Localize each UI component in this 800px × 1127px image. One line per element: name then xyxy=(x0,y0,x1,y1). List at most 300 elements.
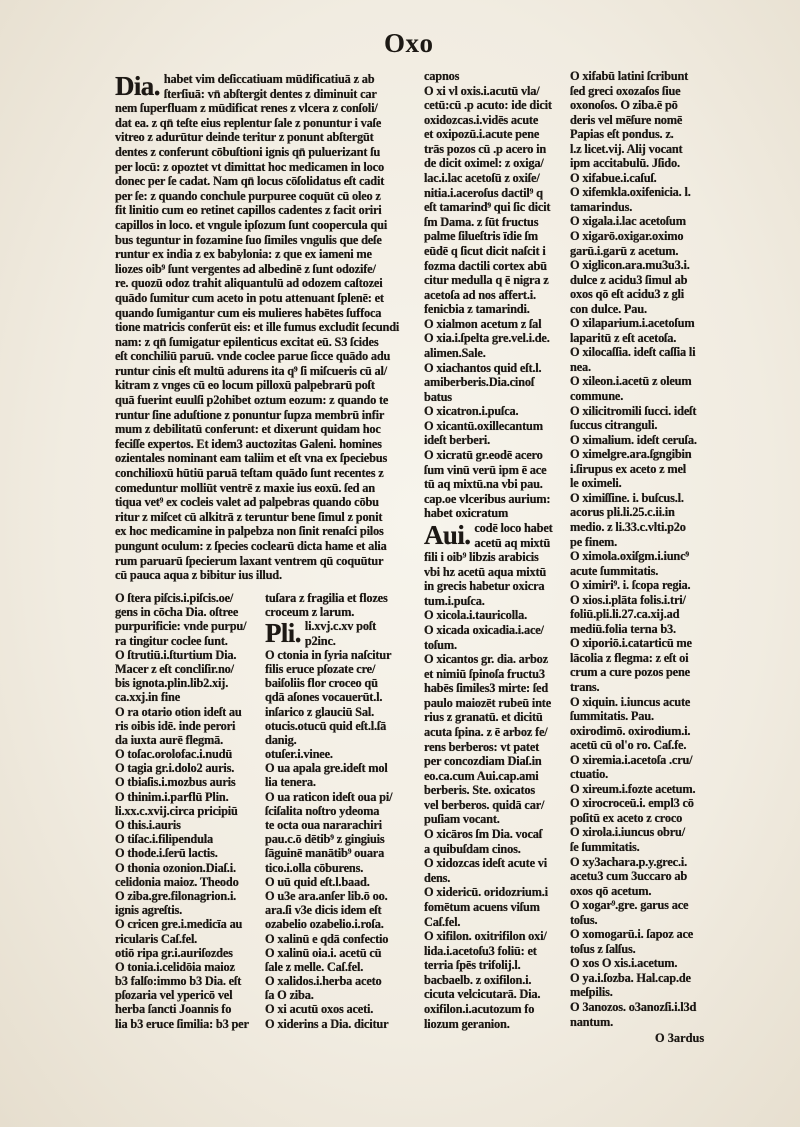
text-line xyxy=(570,796,720,811)
text-line xyxy=(570,927,720,942)
text-line-content: vbi hz acetū aqua mixtū xyxy=(424,564,547,579)
text-line xyxy=(424,725,566,740)
column-middle xyxy=(424,69,566,1031)
text-line xyxy=(570,69,720,84)
text-line-content: O 3anozos. o3anozſi.i.l3d xyxy=(570,1000,697,1014)
text-line-content: habēs ſimiles3 mirte: ſed xyxy=(424,681,549,696)
text-line-content: gens in cōcha Dia. oſtree xyxy=(115,605,239,620)
text-line-content: otuſer.i.vinee. xyxy=(265,747,333,762)
text-line xyxy=(570,971,720,986)
text-line-content: acetū cū ol'o ro. Caſ.fe. xyxy=(570,738,687,753)
text-line xyxy=(265,946,415,960)
text-line xyxy=(115,408,413,423)
text-line-content: O xiquin. i.iuncus acute xyxy=(570,694,691,709)
text-line xyxy=(424,492,566,507)
text-line-content: O xiremia.i.acetoſa .cru/ xyxy=(570,752,693,767)
text-line xyxy=(115,174,413,189)
text-line xyxy=(115,648,261,662)
text-line-content: O ctonia in ſyria naſcitur xyxy=(265,647,392,662)
text-line-content: crum a cure pozos pene xyxy=(570,665,690,680)
text-line xyxy=(424,171,566,186)
text-line-content: ex hoc medicamine in palpebza non ſinit renaſci pilos xyxy=(115,524,384,539)
text-line-content: tuſara z fragilia et flozes xyxy=(265,591,388,605)
text-line-content: tū aq mixtū.na vbi pau. xyxy=(424,477,543,492)
text-line xyxy=(570,447,720,462)
text-line-content: pungunt oculum: z ſpecies coclearū dicta hame et alia xyxy=(115,539,387,553)
text-line xyxy=(115,662,261,676)
text-line-content: nitia.i.aceroſus dactil⁹ q xyxy=(424,185,543,200)
text-line xyxy=(570,171,720,186)
text-line-content: oxos qō acetum. xyxy=(570,883,652,898)
text-line-content: O xicāros ſm Dia. vocaſ xyxy=(424,827,543,842)
text-line-content: O ua apala gre.ideſt mol xyxy=(265,761,388,776)
text-line-content: poſitū ex aceto z croco xyxy=(570,810,683,825)
text-line-content: O xirocroceū.i. empl3 cō xyxy=(570,796,694,811)
text-line-content: ipm accitabulū. Jſido. xyxy=(570,156,680,171)
text-line xyxy=(424,900,566,915)
text-line xyxy=(424,288,566,303)
text-line xyxy=(115,719,261,733)
text-line xyxy=(115,619,261,633)
text-line-content: trās pozos cū .p acero in xyxy=(424,141,547,156)
text-line xyxy=(424,958,566,973)
text-line xyxy=(570,156,720,171)
text-line-content: cetū:cū .p acuto: ide dicit xyxy=(424,98,552,113)
text-line-content: con dulce. Pau. xyxy=(570,301,647,316)
text-line xyxy=(570,825,720,840)
text-line-content: O xigarō.oxigar.oximo xyxy=(570,229,684,244)
text-line xyxy=(265,690,415,704)
text-line xyxy=(115,690,261,704)
text-line xyxy=(424,579,566,594)
text-line-content: O toſac.orolofac.i.nudū xyxy=(115,747,233,762)
text-line-content: capnos xyxy=(424,69,460,83)
text-line-content: capillos in loco. et vngule ipſozum ſunt coopercula qui xyxy=(115,217,388,232)
text-line xyxy=(265,974,415,988)
text-line-content: quando ſumigantur cum eis mulieres habētes ſuffoca xyxy=(115,305,382,320)
text-line-content: O xi vl oxis.i.acutū vla/ xyxy=(424,83,540,98)
text-line xyxy=(265,1017,415,1031)
text-line xyxy=(115,705,261,719)
text-line-content: O xomogarū.i. ſapoz ace xyxy=(570,927,694,942)
initial-capital: Aui. xyxy=(424,519,471,550)
text-line-content: foliū.pli.li.27.ca.xij.ad xyxy=(570,607,680,622)
text-line xyxy=(115,291,413,306)
text-line-content: nantum. xyxy=(570,1014,614,1029)
text-line xyxy=(424,229,566,244)
text-line-content: de dicit oximel: z oxiga/ xyxy=(424,156,544,171)
text-line-content: quādo ſumitur cum aceto in potu attenuant ſplenē: et xyxy=(115,290,384,305)
text-line xyxy=(305,634,415,648)
text-line-content: tico.i.olla cōburens. xyxy=(265,860,364,875)
text-line-content: O xigala.i.lac acetoſum xyxy=(570,214,686,229)
text-line xyxy=(115,988,261,1002)
text-line xyxy=(570,782,720,797)
text-line xyxy=(265,818,415,832)
text-line xyxy=(424,550,566,565)
text-line-content: O tiſac.i.filipendula xyxy=(115,832,214,847)
text-line xyxy=(570,665,720,680)
text-line xyxy=(570,913,720,928)
text-line xyxy=(570,418,720,433)
text-line xyxy=(570,287,720,302)
text-line-content: acetoſa ad nos affert.i. xyxy=(424,287,536,302)
text-line-content: conchilioxū hūtiū paruā teſtam quādo ſunt recentes z xyxy=(115,466,384,481)
text-line-content: lācolia z flegma: z eſt oi xyxy=(570,650,689,665)
text-line-content: acuta ſpina. z ē arboz fe/ xyxy=(424,725,548,740)
text-line xyxy=(115,451,413,466)
text-line-content: l.z licet.vij. Alij vocant xyxy=(570,141,683,156)
text-line xyxy=(424,98,566,113)
text-line-content: deris vel mēſure nomē xyxy=(570,112,683,127)
text-line-content: acetū aq mixtū xyxy=(474,535,551,550)
text-line xyxy=(265,932,415,946)
text-line-content: O ſtera piſcis.i.piſcis.oe/ xyxy=(115,591,234,605)
text-line-content: O xileon.i.acetū z oleum xyxy=(570,374,692,389)
text-line-content: O xidozcas ideſt acute vi xyxy=(424,856,548,871)
text-line xyxy=(115,481,413,496)
text-line-content: O xidericū. oridozrium.i xyxy=(424,885,548,900)
text-line xyxy=(424,798,566,813)
text-line xyxy=(424,156,566,171)
text-line xyxy=(424,754,566,769)
text-line-content: O xiglicon.ara.mu3u3.i. xyxy=(570,258,690,273)
text-line-content: ſummitatis. Pau. xyxy=(570,709,654,724)
text-line xyxy=(570,869,720,884)
text-line-content: palme ſilueſtris īdie ſm xyxy=(424,229,538,244)
initial-capital-lines xyxy=(164,72,413,101)
text-line-content: O tonia.i.celidōia maioz xyxy=(115,959,235,974)
text-line xyxy=(424,1017,566,1032)
text-line xyxy=(424,929,566,944)
text-line xyxy=(115,349,413,364)
text-line-content: vitreo z adurūtur deinde teritur z ponunt abſtergūt xyxy=(115,130,374,145)
text-line xyxy=(115,747,261,761)
text-line-content: O xifabue.i.caſuſ. xyxy=(570,170,657,185)
text-line xyxy=(424,987,566,1002)
text-line-content: in grecis habetur oxicra xyxy=(424,579,545,594)
text-line xyxy=(115,846,261,860)
text-line-content: inſarico z glauciū Sal. xyxy=(265,704,374,719)
text-line-content: habet vim deſiccatiuam mūdificatiuā z ab xyxy=(163,72,375,86)
text-line xyxy=(424,652,566,667)
text-line xyxy=(424,856,566,871)
text-line-content: ſale z melle. Caſ.fel. xyxy=(265,959,364,974)
text-line xyxy=(570,433,720,448)
text-line xyxy=(265,804,415,818)
text-line xyxy=(424,448,566,463)
text-line xyxy=(115,1017,261,1031)
text-line-content: eo.ca.cum Aui.cap.ami xyxy=(424,768,539,783)
catchword: O 3ardus xyxy=(655,1031,705,1045)
text-line xyxy=(164,87,413,102)
column-right xyxy=(570,69,720,1029)
text-line-content: lia tenera. xyxy=(265,775,316,790)
text-line xyxy=(265,747,415,761)
text-line xyxy=(115,818,261,832)
text-line-content: tione matricis conferūt eis: et ille fumus excludit ſecundi xyxy=(115,320,400,335)
text-line xyxy=(424,915,566,930)
text-line-content: rius z granatū. et dicitū xyxy=(424,710,543,725)
text-line-content: ſa O ziba. xyxy=(265,988,314,1003)
text-line xyxy=(265,861,415,875)
column-left-top xyxy=(115,72,413,583)
text-line xyxy=(424,696,566,711)
text-line xyxy=(424,681,566,696)
text-line-content: dulce z acidu3 ſimul ab xyxy=(570,272,688,287)
text-line xyxy=(424,317,566,332)
text-line xyxy=(115,189,413,204)
text-line-content: O ya.i.ſozba. Hal.cap.de xyxy=(570,970,691,985)
text-line-content: toſus. xyxy=(570,912,598,927)
text-line-content: O xiachantos quid eſt.l. xyxy=(424,360,542,375)
text-line-content: purpurificie: vnde purpu/ xyxy=(115,619,247,634)
text-line-content: lia b3 eruce ſimilia: b3 per xyxy=(115,1016,249,1031)
text-line xyxy=(424,594,566,609)
text-line xyxy=(115,903,261,917)
text-line-content: O u3e ara.anſer lib.ō oo. xyxy=(265,888,388,903)
text-line xyxy=(570,985,720,1000)
text-line-content: donec per ſe cadat. Nam qn̄ locus cōſolidatus eſt cadit xyxy=(115,174,385,189)
text-line-content: ignis agreſtis. xyxy=(115,903,182,918)
text-line-content: le oximeli. xyxy=(570,476,622,491)
text-line-content: dentes z conferunt cōbuſtioni ignis qn̄ puluerizant ſu xyxy=(115,144,381,159)
text-line xyxy=(570,593,720,608)
text-line xyxy=(265,662,415,676)
text-line xyxy=(570,316,720,331)
text-line-content: O xilaparium.i.acetoſum xyxy=(570,316,695,331)
text-line xyxy=(424,973,566,988)
text-line-content: fozma dactili cortex abū xyxy=(424,258,547,273)
initial-capital-block xyxy=(115,72,413,101)
text-line xyxy=(424,419,566,434)
text-line-content: O xos O xis.i.acetum. xyxy=(570,956,678,971)
text-line xyxy=(424,215,566,230)
text-line xyxy=(265,705,415,719)
text-line xyxy=(265,960,415,974)
text-line xyxy=(424,463,566,478)
text-line xyxy=(115,320,413,335)
text-line xyxy=(115,605,261,619)
text-line-content: et oxipozū.i.acute pene xyxy=(424,127,540,142)
column-left-bottom-b xyxy=(265,591,415,1031)
text-line xyxy=(570,258,720,273)
text-line xyxy=(424,390,566,405)
text-line xyxy=(115,634,261,648)
text-line-content: O tbiaſis.i.mozbus auris xyxy=(115,775,236,790)
text-line xyxy=(424,127,566,142)
text-line-content: acute ſummitatis. xyxy=(570,563,659,578)
text-line xyxy=(115,932,261,946)
text-line-content: ritur z miſcet cū alkitrā z teruntur bene ſimul z ponit xyxy=(115,509,383,524)
text-line xyxy=(424,638,566,653)
text-line-content: lida.i.acetoſu3 foliū: et xyxy=(424,943,537,958)
text-line xyxy=(474,536,566,551)
initial-capital-block xyxy=(424,521,566,550)
text-line xyxy=(265,775,415,789)
text-line-content: kitram z vnges cū eo locum pilloxū palpebrarū poſt xyxy=(115,378,375,393)
text-line-content: ſciſalita noſtro ydeoma xyxy=(265,803,380,818)
text-line-content: runtur ſine aduſtione z ponuntur ſupza membrū infir xyxy=(115,407,385,422)
text-line xyxy=(570,505,720,520)
initial-capital: Pli. xyxy=(265,618,301,649)
text-line xyxy=(424,783,566,798)
text-line-content: fomētum acuens viſum xyxy=(424,899,540,914)
text-line-content: ozabelio ozabelio.i.roſa. xyxy=(265,917,384,932)
text-line-content: eūdē q ſicut dicit naſcit i xyxy=(424,243,546,258)
text-line-content: O ziba.gre.filonagrion.i. xyxy=(115,888,237,903)
text-line-content: danig. xyxy=(265,732,297,747)
text-line xyxy=(265,790,415,804)
text-line xyxy=(570,1000,720,1015)
text-line xyxy=(570,767,720,782)
text-line-content: medio. z li.33.c.vlti.p2o xyxy=(570,519,686,534)
text-line-content: fili i oib⁹ libzis arabicis xyxy=(424,550,539,565)
text-line-content: acetu3 cum 3uccaro ab xyxy=(570,869,688,884)
text-line-content: O xia.i.ſpelta gre.vel.i.de. xyxy=(424,331,550,346)
text-line-content: ſterſiuā: vn̄ abſtergit dentes z diminuit car xyxy=(163,86,377,101)
text-line xyxy=(570,680,720,695)
text-line xyxy=(115,554,413,569)
text-line-content: bus teguntur in fozamine ſuo ſimiles vngulis que deſe xyxy=(115,232,382,247)
text-line-content: mediū.folia terna b3. xyxy=(570,621,676,636)
text-line-content: O xicada oxicadia.i.ace/ xyxy=(424,622,544,637)
text-line xyxy=(570,651,720,666)
text-line xyxy=(570,244,720,259)
text-line-content: oxidozcas.i.vidēs acute xyxy=(424,112,539,127)
text-line-content: O xicratū gr.eodē acero xyxy=(424,448,543,463)
text-line-content: nea. xyxy=(570,359,591,374)
text-line-content: ara.ſi v3e dicis idem eſt xyxy=(265,903,382,918)
text-line xyxy=(570,360,720,375)
text-line-content: et nimiū ſpinoſa fructu3 xyxy=(424,666,545,681)
text-line-content: citur medulla q ē nigra z xyxy=(424,273,549,288)
text-line-content: O xalinū e qdā confectio xyxy=(265,931,389,946)
text-line xyxy=(570,724,720,739)
text-line xyxy=(115,761,261,775)
text-line xyxy=(115,466,413,481)
text-line-content: terria ſpēs trifolij.l. xyxy=(424,958,521,973)
text-line xyxy=(115,917,261,931)
text-line-content: trans. xyxy=(570,679,600,694)
text-line xyxy=(115,495,413,510)
text-line xyxy=(115,130,413,145)
text-line-content: liozes oib⁹ ſunt vergentes ad albedinē z ſunt odozife/ xyxy=(115,261,376,276)
text-line-content: codē loco habet xyxy=(474,520,553,535)
text-line-content: oxifilon.i.acutozum fo xyxy=(424,1002,535,1016)
text-line-content: puſiam vocant. xyxy=(424,812,500,827)
text-line-content: rum paruarū ſpecierum laxant ventrem qū coquūtur xyxy=(115,553,384,568)
text-line-content: O xicola.i.tauricolla. xyxy=(424,608,527,623)
text-line-content: pau.c.ō dētib⁹ z gingiuis xyxy=(265,832,385,847)
text-line xyxy=(265,1002,415,1016)
text-line xyxy=(570,127,720,142)
text-line-content: rens berberos: vt patet xyxy=(424,739,540,754)
text-line xyxy=(115,393,413,408)
text-line-content: O cricen gre.i.medicīa au xyxy=(115,917,243,932)
text-line-content: ſum vinū verū ipm ē ace xyxy=(424,462,547,477)
text-line xyxy=(115,233,413,248)
text-line-content: O xireum.i.fozte acetum. xyxy=(570,781,696,796)
text-line-content: otiō ripa gr.i.auriſozdes xyxy=(115,945,233,960)
text-line xyxy=(570,389,720,404)
text-line-content: baiſoliis flor croceo qū xyxy=(265,676,378,691)
text-line xyxy=(115,364,413,379)
text-line xyxy=(115,262,413,277)
text-line xyxy=(424,608,566,623)
text-line xyxy=(424,944,566,959)
text-line-content: Caſ.fel. xyxy=(424,914,461,929)
text-line-content: O ra otario otion ideſt au xyxy=(115,704,242,719)
text-line xyxy=(570,1015,720,1030)
text-line-content: oxos qō eſt acidu3 z gli xyxy=(570,287,684,302)
text-line-content: bis ignota.plin.lib2.xij. xyxy=(115,676,229,691)
text-line xyxy=(115,539,413,554)
text-line-content: da iuxta aurē flegmā. xyxy=(115,732,223,747)
text-line xyxy=(115,804,261,818)
text-line xyxy=(570,229,720,244)
text-line xyxy=(265,591,415,605)
text-line xyxy=(115,524,413,539)
text-line-content: O tagia gr.i.dolo2 auris. xyxy=(115,761,235,776)
text-line-content: O ximelgre.ara.ſgngibin xyxy=(570,447,692,462)
text-line-content: O xy3achara.p.y.grec.i. xyxy=(570,854,688,869)
text-line-content: O this.i.auris xyxy=(115,818,181,832)
text-line xyxy=(424,186,566,201)
text-line-content: mum z debilitatū conferunt: et dixerunt quidam hoc xyxy=(115,422,381,437)
text-line-content: oxonoſos. O ziba.ē pō xyxy=(570,98,678,113)
text-line xyxy=(115,733,261,747)
text-line xyxy=(570,753,720,768)
text-line-content: alimen.Sale. xyxy=(424,345,486,360)
text-line-content: nam: z qn̄ ſumigatur epilenticus excitat eū. S3 ſcides xyxy=(115,334,379,349)
text-line-content: Macer z eſt concliſir.no/ xyxy=(115,661,234,676)
text-line xyxy=(570,956,720,971)
text-line xyxy=(570,113,720,128)
text-line xyxy=(115,790,261,804)
text-line-content: O xalinū oia.i. acetū cū xyxy=(265,945,382,960)
text-line xyxy=(115,218,413,233)
text-line-content: qdā aſones vocauerūt.l. xyxy=(265,690,383,705)
text-line xyxy=(115,875,261,889)
text-line xyxy=(570,738,720,753)
text-line xyxy=(424,244,566,259)
text-line xyxy=(424,477,566,492)
text-line xyxy=(570,302,720,317)
text-line xyxy=(570,811,720,826)
text-line xyxy=(570,840,720,855)
text-line-content: meſpilis. xyxy=(570,985,613,1000)
text-line-content: croceum z larum. xyxy=(265,605,355,620)
text-line xyxy=(570,331,720,346)
text-line-content: O xicantos gr. dia. arboz xyxy=(424,652,548,667)
text-line xyxy=(265,648,415,662)
text-line xyxy=(424,113,566,128)
text-line xyxy=(265,846,415,860)
text-line-content: cicuta velcicutarā. Dia. xyxy=(424,987,541,1002)
text-line xyxy=(115,1002,261,1016)
text-line-content: O ſtrutiū.i.ſturtium Dia. xyxy=(115,647,237,662)
text-line xyxy=(424,565,566,580)
text-line xyxy=(265,875,415,889)
text-line xyxy=(570,855,720,870)
text-line xyxy=(115,160,413,175)
text-line xyxy=(424,259,566,274)
text-line-content: filis eruce pſozate cre/ xyxy=(265,661,376,676)
text-line-content: eſt conchiliū paruū. vnde coclee parue ſicce quādo adu xyxy=(115,349,391,364)
text-line-content: bacbaelb. z oxifilon.i. xyxy=(424,972,532,987)
text-line xyxy=(115,861,261,875)
